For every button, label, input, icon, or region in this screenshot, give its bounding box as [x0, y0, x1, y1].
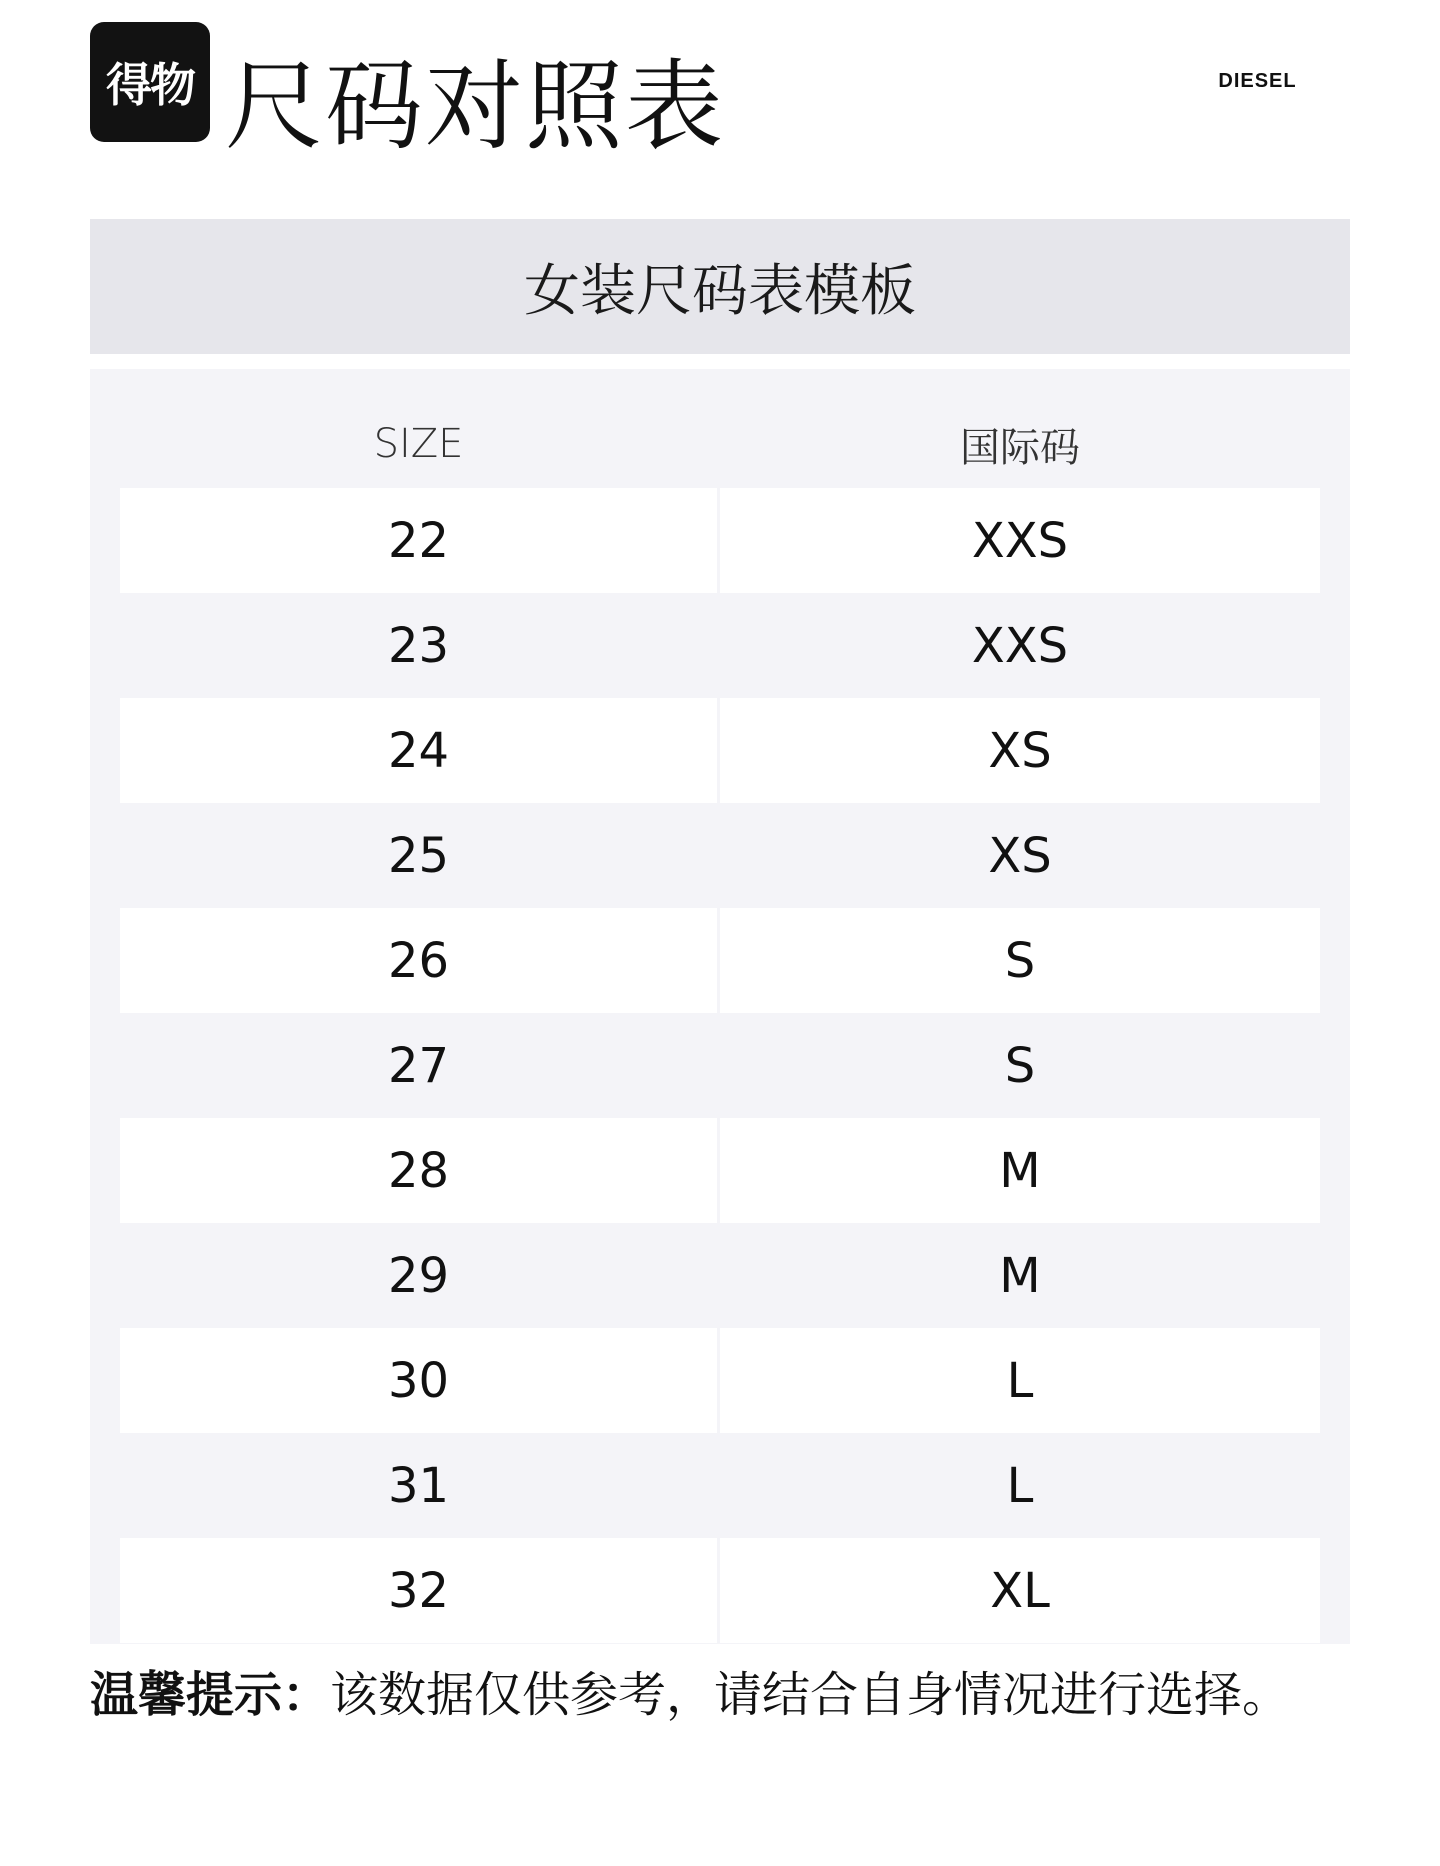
- table-title: 女装尺码表模板: [524, 258, 916, 324]
- size-cell: 27: [387, 1037, 450, 1094]
- footer-tip: [90, 1665, 1290, 1725]
- intl-size-cell: L: [720, 1328, 1320, 1433]
- table-rows: [120, 488, 1320, 1643]
- size-table: [90, 369, 1350, 1644]
- intl-size-cell: M: [999, 1247, 1041, 1304]
- table-row: [120, 803, 1320, 908]
- intl-size-cell: XXS: [971, 617, 1069, 674]
- tip-text: 该数据仅供参考，请结合自身情况进行选择。: [330, 1667, 1291, 1723]
- size-cell: 22: [120, 488, 717, 593]
- intl-size-cell: M: [720, 1118, 1320, 1223]
- app-logo-text: 得物: [106, 58, 194, 112]
- size-cell: 25: [387, 827, 450, 884]
- size-cell: 24: [120, 698, 717, 803]
- intl-size-cell: L: [1006, 1457, 1034, 1514]
- table-row: [120, 1433, 1320, 1538]
- page-title: 尺码对照表: [225, 50, 726, 164]
- intl-size-cell: XXS: [720, 488, 1320, 593]
- intl-size-cell: S: [720, 908, 1320, 1013]
- table-title-banner: [90, 219, 1350, 354]
- size-cell: 23: [387, 617, 450, 674]
- intl-size-cell: S: [1004, 1037, 1036, 1094]
- intl-size-cell: XS: [720, 698, 1320, 803]
- table-row: [120, 1328, 1320, 1433]
- table-row: [120, 908, 1320, 1013]
- column-header-size: SIZE: [373, 421, 464, 467]
- size-cell: 26: [120, 908, 717, 1013]
- table-row: [120, 1013, 1320, 1118]
- table-row: [120, 1118, 1320, 1223]
- app-logo: [90, 22, 210, 142]
- size-cell: 30: [120, 1328, 717, 1433]
- column-header-intl: 国际码: [960, 424, 1080, 471]
- tip-label: 温馨提示：: [90, 1667, 331, 1723]
- size-cell: 32: [120, 1538, 717, 1643]
- brand-logo: DIESEL: [1218, 70, 1297, 92]
- table-row: [120, 1538, 1320, 1643]
- table-row: [120, 593, 1320, 698]
- intl-size-cell: XS: [988, 827, 1052, 884]
- size-cell: 31: [387, 1457, 450, 1514]
- table-row: [120, 488, 1320, 593]
- table-row: [120, 698, 1320, 803]
- size-cell: 28: [120, 1118, 717, 1223]
- size-cell: 29: [387, 1247, 450, 1304]
- table-row: [120, 1223, 1320, 1328]
- intl-size-cell: XL: [720, 1538, 1320, 1643]
